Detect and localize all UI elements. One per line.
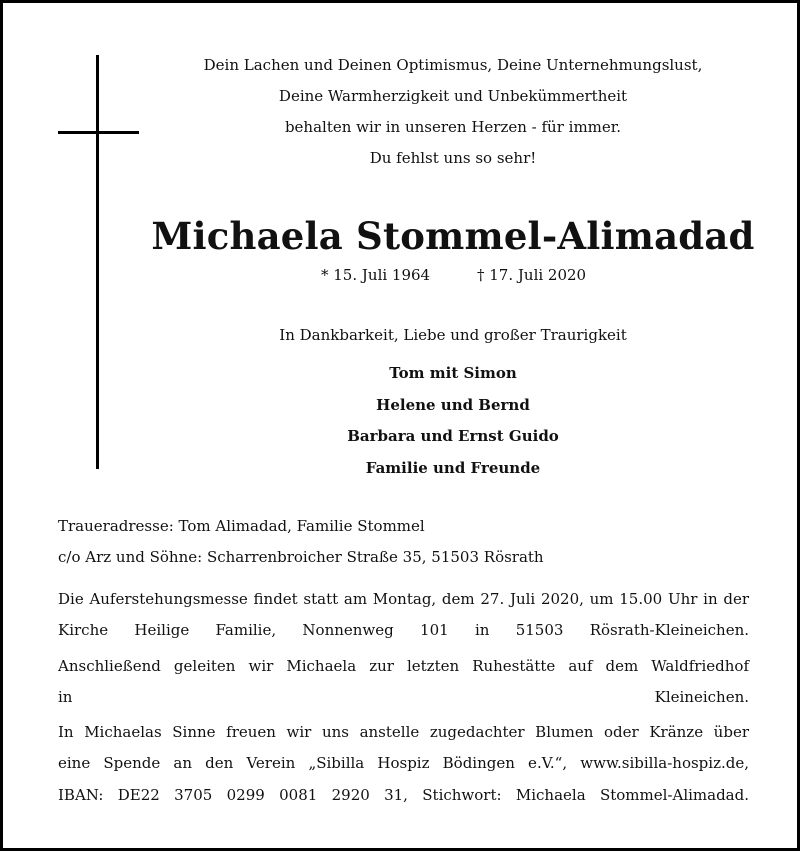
mourning-intro: In Dankbarkeit, Liebe und großer Traurigkeit	[279, 326, 627, 344]
service-paragraph	[58, 584, 749, 647]
poem-line: Deine Warmherzigkeit und Unbekümmertheit	[278, 87, 628, 105]
cross-symbol-vertical	[96, 55, 99, 469]
paragraph-line: Anschließend geleiten wir Michaela zur letzten Ruhestätte auf dem Waldfriedhof	[58, 656, 749, 675]
death-date: † 17. Juli 2020	[477, 266, 587, 284]
announcement-body	[58, 584, 749, 815]
birth-date: * 15. Juli 1964	[321, 266, 431, 284]
poem-line: Du fehlst uns so sehr!	[369, 149, 537, 167]
paragraph-line: Die Auferstehungsmesse findet statt am Montag, dem 27. Juli 2020, um 15.00 Uhr in der	[58, 590, 749, 608]
donation-paragraph	[58, 717, 749, 811]
paragraph-line: IBAN: DE22 3705 0299 0081 2920 31, Stichwort: Michaela Stommel-Alimadad.	[58, 785, 749, 804]
paragraph-line: In Michaelas Sinne freuen wir uns anstelle zugedachter Blumen oder Kränze über	[58, 723, 749, 742]
deceased-name: Michaela Stommel-Alimadad	[151, 214, 755, 258]
mourner-entry: Helene und Bernd	[376, 395, 530, 414]
poem-line: Dein Lachen und Deinen Optimismus, Deine Unternehmungslust,	[203, 56, 703, 74]
poem-line: behalten wir in unseren Herzen - für immer.	[284, 118, 622, 136]
address-line: c/o Arz und Söhne: Scharrenbroicher Straße 35, 51503 Rösrath	[58, 548, 544, 566]
paragraph-line: in Kleineichen.	[58, 687, 749, 706]
memorial-poem	[153, 50, 753, 174]
mourner-entry: Familie und Freunde	[365, 458, 541, 477]
cross-symbol-horizontal	[58, 131, 139, 134]
mourners-list	[153, 358, 753, 484]
burial-paragraph	[58, 651, 749, 714]
paragraph-line: eine Spende an den Verein „Sibilla Hospiz Bödingen e.V.“, www.sibilla-hospiz.de,	[58, 754, 749, 773]
paragraph-line: Kirche Heilige Familie, Nonnenweg 101 in 51503 Rösrath-Kleineichen.	[58, 621, 749, 640]
mourner-entry: Barbara und Ernst Guido	[347, 427, 559, 445]
mourning-address	[58, 511, 758, 573]
address-line: Traueradresse: Tom Alimadad, Familie Stommel	[58, 517, 425, 535]
mourner-entry: Tom mit Simon	[389, 364, 517, 382]
